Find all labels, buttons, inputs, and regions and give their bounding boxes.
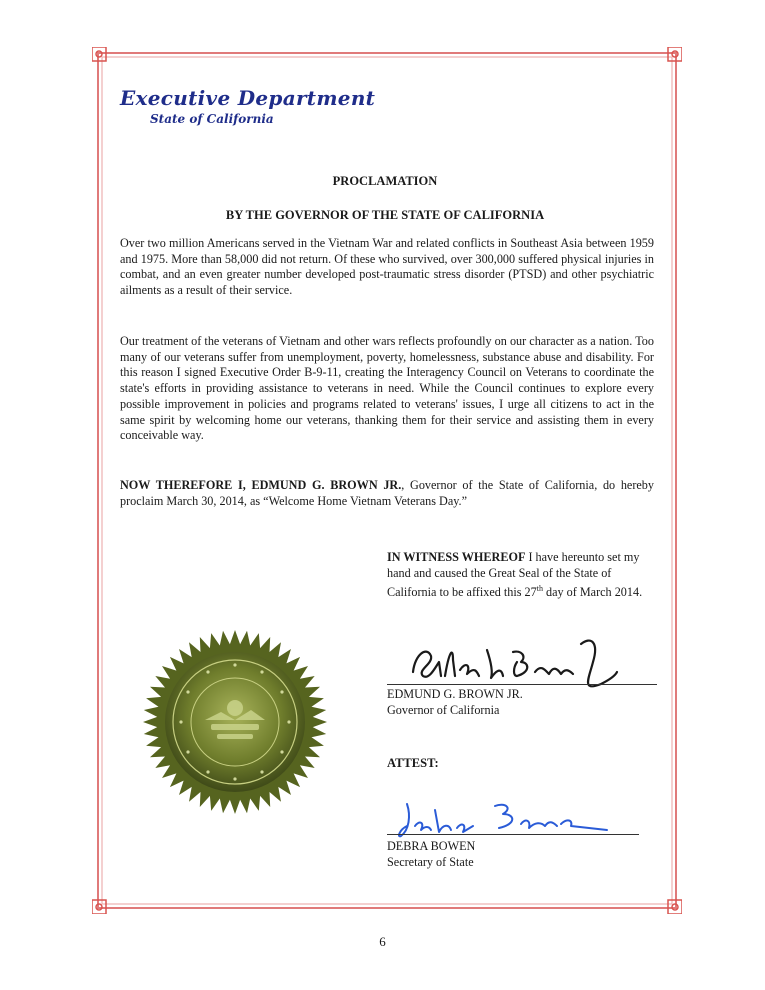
witness-text-1: I have hereunto set my hand and caused the Great Seal of the State of California to be affixed this 27 [387,550,640,600]
page-number: 6 [379,934,386,949]
proclaim-text: , Governor of the State of California, do hereby proclaim March 30, 2014, as “Welcome Home Vietnam Veterans Day.” [120,478,654,508]
proclamation-subtitle: BY THE GOVERNOR OF THE STATE OF CALIFORNIA [225,208,545,222]
secretary-name: DEBRA BOWEN [387,839,476,853]
governor-title: Governor of California [387,703,500,717]
state-subtitle: State of California [150,112,274,126]
department-title: Executive Department [120,86,376,110]
witness-text-2: day of March 2014. [542,585,643,600]
witness-lead: IN WITNESS WHEREOF [387,550,526,564]
proclaim-lead: NOW THEREFORE I, EDMUND G. BROWN JR. [120,478,402,492]
secretary-title: Secretary of State [387,855,474,869]
witness-statement [387,550,657,601]
paragraph-3 [120,478,654,509]
governor-block [387,686,523,718]
governor-signature-line [387,684,657,685]
secretary-block [387,838,475,870]
paragraph-1: Over two million Americans served in the Vietnam War and related conflicts in Southeast Asia between 1959 and 1975. More than 58,000 did not return. Of these who survived, over 300,000 suffered physical injuries in combat, and an even greater number developed post-traumatic stress disorder (PTSD) and other psychiatric ailments as a result of their service. [120,236,654,298]
governor-name: EDMUND G. BROWN JR. [387,687,523,701]
secretary-signature-line [387,834,639,835]
proclamation-title: PROCLAMATION [332,174,438,188]
paragraph-2: Our treatment of the veterans of Vietnam and other wars reflects profoundly on our character as a nation. Too many of our veterans suffer from unemployment, poverty, homelessness, substance abuse and disability. For this reason I signed Executive Order B-9-11, creating the Interagency Council on Veterans to coordinate the state's efforts in providing assistance to veterans in need. While the Council continues to explore every possible improvement in policies and programs related to veterans' issues, I urge all citizens to act in the same spirit by welcoming home our veterans, thanking them for their service and assisting them in every conceivable way. [120,334,654,443]
witness-sup: th [536,584,543,594]
great-seal [141,628,329,816]
letterhead [120,86,375,126]
attest-label: ATTEST: [387,756,439,770]
